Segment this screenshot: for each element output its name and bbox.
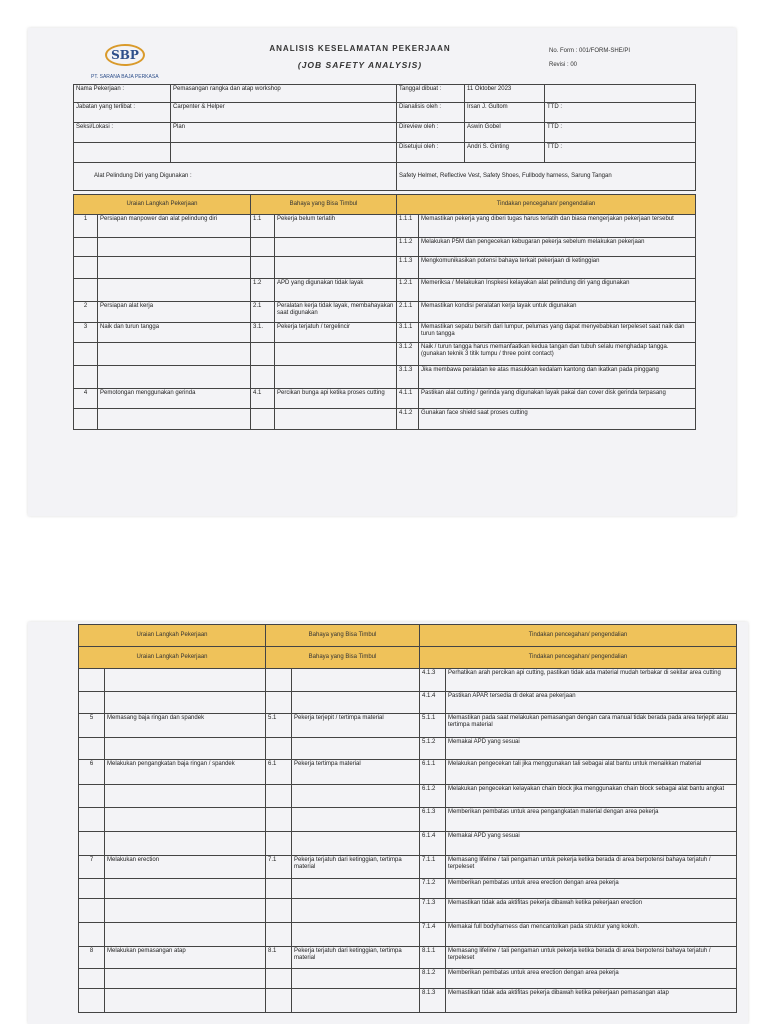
control-description: Memastikan kondisi peralatan kerja layak untuk digunakan: [419, 302, 696, 323]
table-row: [79, 785, 737, 808]
control-description: Pastikan APAR tersedia di dekat area pekerjaan: [446, 692, 737, 714]
apd-label: Alat Pelindung Diri yang Digunakan :: [74, 163, 397, 191]
table-header: [74, 195, 696, 215]
column-header-bahaya: Bahaya yang Bisa Timbul: [251, 195, 397, 215]
hazard-number: [266, 785, 292, 808]
hazard-description: Percikan bunga api ketika proses cutting: [275, 389, 397, 409]
control-number: 7.1.1: [420, 856, 446, 879]
hazard-number: [266, 969, 292, 989]
hazard-description: [292, 808, 420, 832]
step-number: [79, 669, 105, 692]
hazard-number: [266, 989, 292, 1013]
step-description: Melakukan pemasangan atap: [105, 947, 266, 969]
info-row: [74, 123, 696, 143]
control-description: Memastikan pada saat melakukan pemasangan dengan cara manual tidak berada pada area terjepit atau tertimpa material: [446, 714, 737, 738]
apd-row: [74, 163, 696, 191]
table-row: [79, 856, 737, 879]
table-row: [74, 279, 696, 302]
info-value: Pemasangan rangka dan atap workshop: [171, 85, 397, 103]
info-row: [74, 85, 696, 103]
control-description: Memastikan tidak ada aktifitas pekerja dibawah ketika pekerjaan pemasangan atap: [446, 989, 737, 1013]
hazard-description: APD yang digunakan tidak layak: [275, 279, 397, 302]
control-description: Memastikan tidak ada aktifitas pekerja dibawah ketika pekerjaan erection: [446, 899, 737, 923]
control-number: 6.1.3: [420, 808, 446, 832]
table-row: [79, 760, 737, 785]
table-row: [79, 714, 737, 738]
info-value: Andri S. Ginting: [465, 143, 545, 163]
step-number: [79, 785, 105, 808]
info-row: [74, 103, 696, 123]
step-number: [79, 923, 105, 947]
control-number: 4.1.3: [420, 669, 446, 692]
control-number: 5.1.2: [420, 738, 446, 760]
control-description: Gunakan face shield saat proses cutting: [419, 409, 696, 430]
control-number: 7.1.2: [420, 879, 446, 899]
control-description: Memastikan pekerja yang diberi tugas harus terlatih dan biasa mengerjakan pekerjaan tersebut: [419, 215, 696, 238]
hazard-description: [292, 738, 420, 760]
control-number: 6.1.1: [420, 760, 446, 785]
info-label: Nama Pekerjaan :: [74, 85, 171, 103]
step-number: [79, 808, 105, 832]
step-number: 3: [74, 323, 98, 343]
hazard-description: Pekerja terjatuh dari ketinggian, tertimpa material: [292, 947, 420, 969]
table-header: [79, 647, 737, 669]
info-cell-empty: [545, 85, 696, 103]
control-description: Memastikan sepatu bersih dari lumpur, pelumas yang dapat menyebabkan terpeleset saat naik dan turun tangga: [419, 323, 696, 343]
jsa-table-page-1: [73, 194, 696, 430]
control-number: 8.1.3: [420, 989, 446, 1013]
table-row: [79, 947, 737, 969]
hazard-number: 8.1: [266, 947, 292, 969]
step-description: [98, 343, 251, 366]
info-value: Irsan J. Gultom: [465, 103, 545, 123]
info-value: Plan: [171, 123, 397, 143]
control-description: Mengkomunikasikan potensi bahaya terkait pekerjaan di ketinggian: [419, 257, 696, 279]
hazard-description: Pekerja terjatuh / tergelincir: [275, 323, 397, 343]
step-number: 2: [74, 302, 98, 323]
step-description: Melakukan pengangkatan baja ringan / spandek: [105, 760, 266, 785]
step-description: [105, 832, 266, 856]
step-number: [79, 989, 105, 1013]
hazard-description: [275, 238, 397, 257]
control-number: 7.1.3: [420, 899, 446, 923]
control-number: 3.1.2: [397, 343, 419, 366]
control-description: Perhatikan arah percikan api cutting, pastikan tidak ada material mudah terbakar di sekitar area cutting: [446, 669, 737, 692]
control-number: 1.1.1: [397, 215, 419, 238]
step-number: 1: [74, 215, 98, 238]
table-row: [79, 832, 737, 856]
step-description: [105, 923, 266, 947]
table-row: [74, 302, 696, 323]
step-number: [79, 899, 105, 923]
table-row: [74, 215, 696, 238]
step-number: [74, 343, 98, 366]
step-description: [105, 738, 266, 760]
step-number: [79, 879, 105, 899]
step-number: [79, 738, 105, 760]
hazard-number: 4.1: [251, 389, 275, 409]
control-number: 4.1.4: [420, 692, 446, 714]
info-cell-empty: [171, 143, 397, 163]
control-description: Memberikan pembatas untuk area erection dengan area pekerja: [446, 969, 737, 989]
step-description: [105, 899, 266, 923]
column-header-tindakan: Tindakan pencegahan/ pengendalian: [420, 625, 737, 647]
step-number: [74, 409, 98, 430]
step-description: [98, 409, 251, 430]
hazard-number: 7.1: [266, 856, 292, 879]
hazard-number: [251, 409, 275, 430]
table-row: [79, 969, 737, 989]
step-description: Memasang baja ringan dan spandek: [105, 714, 266, 738]
hazard-description: [292, 692, 420, 714]
control-description: Memakai APD yang sesuai: [446, 738, 737, 760]
step-number: [74, 279, 98, 302]
hazard-description: [275, 343, 397, 366]
control-description: Pastikan alat cutting / gerinda yang digunakan layak pakai dan cover disk gerinda terpasang: [419, 389, 696, 409]
hazard-description: [275, 409, 397, 430]
step-description: [105, 989, 266, 1013]
table-row: [79, 738, 737, 760]
table-row: [79, 808, 737, 832]
hazard-description: Pekerja terjatuh dari ketinggian, tertimpa material: [292, 856, 420, 879]
control-description: Melakukan P5M dan pengecekan kebugaran pekerja sebelum melakukan pekerjaan: [419, 238, 696, 257]
step-description: [98, 279, 251, 302]
hazard-number: 1.1: [251, 215, 275, 238]
hazard-description: Peralatan kerja tidak layak, membahayakan saat digunakan: [275, 302, 397, 323]
signature-cell: TTD :: [545, 143, 696, 163]
company-logo: [79, 44, 159, 80]
hazard-number: [251, 343, 275, 366]
control-description: Melakukan pengecekan tali jika menggunakan tali sebagai alat bantu untuk menaikkan material: [446, 760, 737, 785]
hazard-number: 6.1: [266, 760, 292, 785]
apd-value: Safety Helmet, Reflective Vest, Safety Shoes, Fullbody harness, Sarung Tangan: [397, 163, 696, 191]
step-number: 5: [79, 714, 105, 738]
step-number: [74, 257, 98, 279]
control-number: 3.1.1: [397, 323, 419, 343]
hazard-number: [266, 879, 292, 899]
hazard-number: 5.1: [266, 714, 292, 738]
hazard-description: [292, 832, 420, 856]
step-number: 4: [74, 389, 98, 409]
control-number: 4.1.1: [397, 389, 419, 409]
info-label: Jabatan yang terlibat :: [74, 103, 171, 123]
hazard-number: [251, 366, 275, 389]
info-label: Tanggal dibuat :: [397, 85, 465, 103]
logo-mark: SBP: [105, 44, 145, 66]
control-description: Memasang lifeline / tali pengaman untuk pekerja ketika berada di area berpotensi bahaya terjatuh / terpeleset: [446, 947, 737, 969]
control-description: Memberikan pembatas untuk area pengangkatan material dengan area pekerja: [446, 808, 737, 832]
step-description: Persiapan manpower dan alat pelindung diri: [98, 215, 251, 238]
control-number: 6.1.2: [420, 785, 446, 808]
control-number: 1.1.3: [397, 257, 419, 279]
hazard-description: [292, 669, 420, 692]
control-number: 4.1.2: [397, 409, 419, 430]
control-description: Memakai APD yang sesuai: [446, 832, 737, 856]
step-number: [74, 238, 98, 257]
control-number: 3.1.3: [397, 366, 419, 389]
hazard-description: [292, 969, 420, 989]
info-cell-empty: [74, 143, 171, 163]
hazard-description: Pekerja terjepit / tertimpa material: [292, 714, 420, 738]
table-row: [74, 343, 696, 366]
company-name: PT. SARANA BAJA PERKASA: [91, 74, 159, 80]
table-row: [79, 923, 737, 947]
step-description: [98, 366, 251, 389]
info-label: Disetujui oleh :: [397, 143, 465, 163]
hazard-number: [266, 899, 292, 923]
step-number: [79, 692, 105, 714]
step-description: [105, 969, 266, 989]
hazard-number: [266, 808, 292, 832]
table-row: [79, 669, 737, 692]
table-row: [74, 238, 696, 257]
step-description: [105, 808, 266, 832]
table-row: [79, 899, 737, 923]
step-description: [105, 692, 266, 714]
table-row: [74, 366, 696, 389]
column-header-bahaya: Bahaya yang Bisa Timbul: [266, 647, 420, 669]
control-number: 2.1.1: [397, 302, 419, 323]
step-description: Pemotongan menggunakan gerinda: [98, 389, 251, 409]
jsa-table-page-2: [78, 624, 737, 1013]
control-number: 1.2.1: [397, 279, 419, 302]
table-row: [79, 879, 737, 899]
control-description: Memeriksa / Melakukan Inspkesi kelayakan alat pelindung diri yang digunakan: [419, 279, 696, 302]
hazard-description: Pekerja belum terlatih: [275, 215, 397, 238]
info-label: Seksi/Lokasi :: [74, 123, 171, 143]
step-description: Persiapan alat kerja: [98, 302, 251, 323]
control-description: Memasang lifeline / tali pengaman untuk pekerja ketika berada di area berpotensi bahaya terjatuh / terpeleset: [446, 856, 737, 879]
step-description: [105, 879, 266, 899]
hazard-description: [275, 257, 397, 279]
info-table: [73, 84, 696, 191]
info-label: Dianalisis oleh :: [397, 103, 465, 123]
document-title: ANALISIS KESELAMATAN PEKERJAAN: [269, 44, 451, 53]
table-row: [79, 692, 737, 714]
column-header-tindakan: Tindakan pencegahan/ pengendalian: [420, 647, 737, 669]
info-value: Aswin Gobel: [465, 123, 545, 143]
step-description: [98, 257, 251, 279]
info-value: Carpenter & Helper: [171, 103, 397, 123]
control-description: Memberikan pembatas untuk area erection dengan area pekerja: [446, 879, 737, 899]
table-row: [74, 409, 696, 430]
step-description: Naik dan turun tangga: [98, 323, 251, 343]
control-description: Memakai full bodyharness dan mencantolkan pada struktur yang kokoh.: [446, 923, 737, 947]
form-number: No. Form : 001/FORM-SHE/PI: [549, 48, 631, 54]
hazard-description: [292, 923, 420, 947]
step-number: [79, 832, 105, 856]
hazard-description: [292, 785, 420, 808]
step-description: [105, 785, 266, 808]
hazard-description: Pekerja tertimpa material: [292, 760, 420, 785]
info-value: 11 Oktober 2023: [465, 85, 545, 103]
control-number: 6.1.4: [420, 832, 446, 856]
control-description: Melakukan pengecekan kelayakan chain block jika menggunakan chain block sebagai alat bantu angkat: [446, 785, 737, 808]
control-description: Jika membawa peralatan ke atas masukkan kedalam kantong dan ikatkan pada pinggang: [419, 366, 696, 389]
revision-number: Revisi : 00: [549, 62, 578, 68]
info-row: [74, 143, 696, 163]
control-number: 8.1.2: [420, 969, 446, 989]
hazard-number: [266, 692, 292, 714]
table-row: [74, 389, 696, 409]
hazard-description: [292, 899, 420, 923]
table-row: [79, 989, 737, 1013]
control-number: 1.1.2: [397, 238, 419, 257]
column-header-uraian: Uraian Langkah Pekerjaan: [79, 625, 266, 647]
hazard-number: [266, 669, 292, 692]
control-number: 5.1.1: [420, 714, 446, 738]
table-row: [74, 257, 696, 279]
hazard-number: [266, 923, 292, 947]
hazard-description: [292, 989, 420, 1013]
step-number: [74, 366, 98, 389]
step-description: Melakukan erection: [105, 856, 266, 879]
signature-cell: TTD :: [545, 103, 696, 123]
column-header-tindakan: Tindakan pencegahan/ pengendalian: [397, 195, 696, 215]
column-header-uraian: Uraian Langkah Pekerjaan: [79, 647, 266, 669]
step-description: [98, 238, 251, 257]
hazard-number: [251, 257, 275, 279]
control-number: 7.1.4: [420, 923, 446, 947]
table-header: [79, 625, 737, 647]
table-row: [74, 323, 696, 343]
hazard-number: 1.2: [251, 279, 275, 302]
column-header-bahaya: Bahaya yang Bisa Timbul: [266, 625, 420, 647]
hazard-number: [251, 238, 275, 257]
hazard-number: [266, 832, 292, 856]
signature-cell: TTD :: [545, 123, 696, 143]
hazard-number: 2.1: [251, 302, 275, 323]
column-header-uraian: Uraian Langkah Pekerjaan: [74, 195, 251, 215]
step-number: 7: [79, 856, 105, 879]
hazard-number: [266, 738, 292, 760]
control-description: Naik / turun tangga harus memanfaatkan kedua tangan dan tubuh selalu menghadap tangga. (gunakan teknik 3 titik tumpu / three point contact): [419, 343, 696, 366]
step-number: 6: [79, 760, 105, 785]
hazard-description: [275, 366, 397, 389]
step-description: [105, 669, 266, 692]
document-subtitle: (JOB SAFETY ANALYSIS): [297, 60, 423, 70]
step-number: [79, 969, 105, 989]
hazard-description: [292, 879, 420, 899]
hazard-number: 3.1.: [251, 323, 275, 343]
control-number: 8.1.1: [420, 947, 446, 969]
step-number: 8: [79, 947, 105, 969]
info-label: Direview oleh :: [397, 123, 465, 143]
